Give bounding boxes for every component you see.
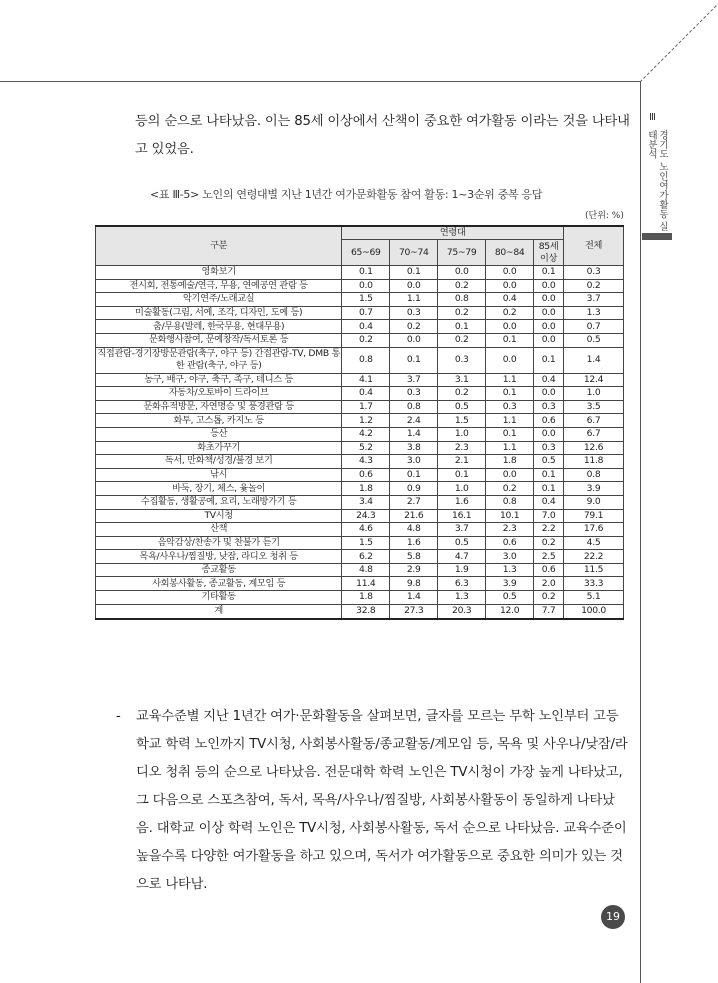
cell-value: 1.4 [390, 591, 438, 605]
cell-value: 0.6 [534, 414, 564, 428]
cell-value: 0.1 [486, 333, 534, 347]
cell-value: 11.4 [342, 577, 390, 591]
cell-value: 0.4 [342, 387, 390, 401]
cell-value: 0.0 [534, 333, 564, 347]
cell-value: 1.0 [438, 482, 486, 496]
row-label: 화초가꾸기 [96, 441, 342, 455]
cell-value: 0.2 [390, 320, 438, 334]
cell-value: 2.2 [534, 523, 564, 537]
row-label: 목욕/사우나/찜질방, 낮잠, 라디오 청취 등 [96, 550, 342, 564]
table-row [96, 604, 624, 619]
table-row [96, 279, 624, 293]
header-age: 70~74 [390, 240, 438, 266]
cell-value: 4.2 [342, 427, 390, 441]
cell-value: 0.5 [438, 536, 486, 550]
cell-value: 1.7 [342, 400, 390, 414]
cell-value: 1.5 [342, 536, 390, 550]
cell-value: 4.8 [390, 523, 438, 537]
row-label: 산책 [96, 523, 342, 537]
cell-value: 1.6 [438, 495, 486, 509]
cell-total: 0.2 [564, 279, 624, 293]
cell-value: 2.4 [390, 414, 438, 428]
cell-total: 0.8 [564, 468, 624, 482]
table-row [96, 400, 624, 414]
cell-value: 0.2 [438, 279, 486, 293]
table-row [96, 347, 624, 373]
cell-value: 0.8 [390, 400, 438, 414]
header-total: 전체 [564, 226, 624, 266]
cell-total: 9.0 [564, 495, 624, 509]
cell-value: 0.8 [342, 347, 390, 373]
cell-value: 0.0 [390, 333, 438, 347]
cell-value: 3.1 [438, 373, 486, 387]
cell-value: 0.1 [486, 427, 534, 441]
cell-value: 5.2 [342, 441, 390, 455]
row-label: 악기연주/노래교실 [96, 293, 342, 307]
cell-value: 1.1 [486, 441, 534, 455]
cell-value: 0.3 [486, 400, 534, 414]
cell-value: 3.4 [342, 495, 390, 509]
cell-value: 3.8 [390, 441, 438, 455]
cell-value: 0.2 [486, 306, 534, 320]
cell-value: 0.0 [342, 279, 390, 293]
cell-value: 0.0 [390, 279, 438, 293]
cell-total: 12.6 [564, 441, 624, 455]
cell-value: 0.0 [486, 320, 534, 334]
table-row [96, 482, 624, 496]
row-label: 사회봉사활동, 종교활동, 계모임 등 [96, 577, 342, 591]
cell-value: 0.0 [534, 306, 564, 320]
cell-value: 0.2 [438, 387, 486, 401]
row-label: 종교활동 [96, 563, 342, 577]
row-label: 독서, 만화책/성경/불경 보기 [96, 455, 342, 469]
chapter-number: Ⅲ [649, 112, 656, 123]
cell-value: 0.2 [486, 482, 534, 496]
table-row [96, 293, 624, 307]
activity-table [95, 225, 624, 620]
paragraph-education-text: 교육수준별 지난 1년간 여가·문화활동을 살펴보면, 글자를 모르는 무학 노인부터 고등학교 학력 노인까지 TV시청, 사회봉사활동/종교활동/계모임 등, 목욕 및 사우나/낮잠/라디오 청취 등의 순으로 나타났음. 전문대학 학력 노인은 TV시청이 가장 높게 나타났고, 그 다음으로 스포츠참여, 독서, 목욕/사우나/찜질방, 사회봉사활동이 동일하게 나타났음. 대학교 이상 학력 노인은 TV시청, 사회봉사활동, 독서 순으로 나타났음. 교육수준이 높을수록 다양한 여가활동을 하고 있으며, 독서가 여가활동으로 중요한 의미가 있는 것으로 나타남. [136, 709, 628, 892]
row-label: 음악감상/찬송가 및 찬불가 듣기 [96, 536, 342, 550]
cell-value: 0.3 [390, 387, 438, 401]
table-row [96, 455, 624, 469]
cell-value: 0.4 [534, 495, 564, 509]
cell-value: 7.7 [534, 604, 564, 619]
cell-value: 0.0 [486, 347, 534, 373]
cell-total: 5.1 [564, 591, 624, 605]
cell-value: 4.8 [342, 563, 390, 577]
cell-total: 12.4 [564, 373, 624, 387]
paragraph-intro: 등의 순으로 나타났음. 이는 85세 이상에서 산책이 중요한 여가활동 이라는 것을 나타내고 있었음. [135, 114, 630, 157]
row-label: 자동차/오토바이 드라이브 [96, 387, 342, 401]
row-label: 등산 [96, 427, 342, 441]
table-row [96, 468, 624, 482]
cell-value: 0.1 [438, 468, 486, 482]
cell-value: 1.4 [390, 427, 438, 441]
row-label: TV시청 [96, 509, 342, 523]
cell-total: 1.3 [564, 306, 624, 320]
cell-total: 1.4 [564, 347, 624, 373]
cell-value: 0.0 [486, 279, 534, 293]
cell-value: 0.0 [486, 468, 534, 482]
cell-value: 27.3 [390, 604, 438, 619]
cell-value: 0.6 [534, 563, 564, 577]
cell-value: 24.3 [342, 509, 390, 523]
cell-value: 2.1 [438, 455, 486, 469]
cell-value: 1.9 [438, 563, 486, 577]
cell-total: 6.7 [564, 414, 624, 428]
cell-value: 0.0 [534, 293, 564, 307]
corner-decoration [0, 0, 718, 110]
bullet-dash: - [116, 709, 121, 724]
table-row [96, 563, 624, 577]
cell-value: 0.3 [534, 400, 564, 414]
table-row [96, 373, 624, 387]
cell-value: 2.9 [390, 563, 438, 577]
table-row [96, 387, 624, 401]
cell-value: 0.0 [534, 320, 564, 334]
table-row [96, 550, 624, 564]
row-label: 계 [96, 604, 342, 619]
header-age: 65~69 [342, 240, 390, 266]
cell-value: 0.0 [534, 279, 564, 293]
cell-value: 0.3 [534, 441, 564, 455]
table-row [96, 495, 624, 509]
cell-value: 0.0 [486, 266, 534, 280]
cell-value: 0.1 [342, 266, 390, 280]
cell-value: 0.1 [390, 347, 438, 373]
row-label: 수집활동, 생활공예, 요리, 노래방가기 등 [96, 495, 342, 509]
header-category: 구분 [96, 226, 342, 266]
cell-value: 4.1 [342, 373, 390, 387]
cell-total: 79.1 [564, 509, 624, 523]
row-label: 전시회, 전통예술/연극, 무용, 연예공연 관람 등 [96, 279, 342, 293]
cell-value: 0.9 [390, 482, 438, 496]
header-age: 80~84 [486, 240, 534, 266]
cell-value: 0.1 [390, 468, 438, 482]
cell-value: 1.3 [486, 563, 534, 577]
cell-value: 3.7 [390, 373, 438, 387]
table-row [96, 320, 624, 334]
row-label: 직접관람-경기장방문관람(축구, 야구 등) 간접관람-TV, DMB 통한 관람(축구, 야구 등) [97, 348, 341, 372]
cell-total: 1.0 [564, 387, 624, 401]
header-rule [0, 81, 640, 82]
chapter-marker-bar [642, 233, 672, 240]
cell-total: 6.7 [564, 427, 624, 441]
cell-value: 2.3 [438, 441, 486, 455]
page-number: 19 [601, 905, 625, 929]
cell-value: 6.2 [342, 550, 390, 564]
row-label: 문화행사참여, 문예창작/독서토론 등 [96, 333, 342, 347]
cell-value: 4.6 [342, 523, 390, 537]
cell-total: 11.5 [564, 563, 624, 577]
row-label: 화투, 고스톱, 카지노 등 [96, 414, 342, 428]
cell-total: 22.2 [564, 550, 624, 564]
cell-value: 20.3 [438, 604, 486, 619]
cell-value: 0.0 [534, 387, 564, 401]
cell-value: 0.1 [534, 482, 564, 496]
table-row [96, 414, 624, 428]
cell-value: 1.5 [342, 293, 390, 307]
row-label: 문화유적방문, 자연명승 및 풍경관람 등 [96, 400, 342, 414]
cell-value: 0.0 [534, 427, 564, 441]
cell-value: 1.0 [438, 427, 486, 441]
cell-value: 0.1 [534, 468, 564, 482]
cell-value: 0.2 [438, 306, 486, 320]
table-row [96, 333, 624, 347]
cell-value: 0.5 [486, 591, 534, 605]
cell-value: 2.3 [486, 523, 534, 537]
row-label: 춤/무용(발레, 한국무용, 현대무용) [96, 320, 342, 334]
cell-value: 1.2 [342, 414, 390, 428]
chapter-title: 경기도 노인여가활동 실태분석 [646, 130, 668, 232]
cell-total: 17.6 [564, 523, 624, 537]
table-row [96, 306, 624, 320]
cell-value: 0.6 [486, 536, 534, 550]
cell-value: 0.6 [342, 468, 390, 482]
table-row [96, 591, 624, 605]
cell-value: 0.7 [342, 306, 390, 320]
cell-value: 0.1 [534, 347, 564, 373]
cell-value: 2.7 [390, 495, 438, 509]
cell-value: 4.3 [342, 455, 390, 469]
header-age: 85세 이상 [534, 240, 564, 266]
cell-value: 0.3 [390, 306, 438, 320]
cell-total: 3.7 [564, 293, 624, 307]
row-label: 바둑, 장기, 체스, 윷놀이 [96, 482, 342, 496]
table-caption: <표 Ⅲ-5> 노인의 연령대별 지난 1년간 여가문화활동 참여 활동: 1~3순위 중복 응답 [150, 188, 543, 201]
cell-value: 1.1 [390, 293, 438, 307]
table-row [96, 427, 624, 441]
chapter-sidebar [642, 112, 672, 236]
cell-value: 0.4 [486, 293, 534, 307]
cell-value: 1.1 [486, 373, 534, 387]
row-label: 농구, 배구, 야구, 축구, 족구, 테니스 등 [96, 373, 342, 387]
cell-value: 7.0 [534, 509, 564, 523]
cell-value: 0.8 [486, 495, 534, 509]
table-row [96, 536, 624, 550]
cell-value: 0.1 [486, 387, 534, 401]
cell-value: 0.1 [438, 320, 486, 334]
cell-value: 2.5 [534, 550, 564, 564]
cell-value: 3.7 [438, 523, 486, 537]
cell-value: 9.8 [390, 577, 438, 591]
cell-value: 0.1 [390, 266, 438, 280]
table-row [96, 523, 624, 537]
margin-rule [640, 81, 641, 983]
cell-value: 3.9 [486, 577, 534, 591]
cell-value: 1.8 [342, 482, 390, 496]
cell-value: 0.4 [342, 320, 390, 334]
cell-value: 0.5 [534, 455, 564, 469]
cell-value: 0.2 [534, 591, 564, 605]
cell-total: 0.7 [564, 320, 624, 334]
table-row [96, 266, 624, 280]
cell-total: 4.5 [564, 536, 624, 550]
cell-value: 1.8 [342, 591, 390, 605]
cell-total: 33.3 [564, 577, 624, 591]
cell-value: 0.4 [534, 373, 564, 387]
row-label: 미술활동(그림, 서예, 조각, 디자인, 도예 등) [96, 306, 342, 320]
cell-value: 0.0 [438, 266, 486, 280]
cell-value: 0.8 [438, 293, 486, 307]
row-label: 낚시 [96, 468, 342, 482]
cell-total: 0.5 [564, 333, 624, 347]
cell-value: 3.0 [486, 550, 534, 564]
cell-value: 21.6 [390, 509, 438, 523]
cell-value: 5.8 [390, 550, 438, 564]
cell-value: 1.3 [438, 591, 486, 605]
cell-total: 100.0 [564, 604, 624, 619]
cell-value: 2.0 [534, 577, 564, 591]
cell-value: 12.0 [486, 604, 534, 619]
row-label: 영화보기 [96, 266, 342, 280]
table-unit: (단위: %) [585, 211, 624, 221]
cell-value: 1.6 [390, 536, 438, 550]
cell-value: 3.0 [390, 455, 438, 469]
cell-value: 0.3 [438, 347, 486, 373]
table-row [96, 509, 624, 523]
cell-value: 1.5 [438, 414, 486, 428]
cell-value: 1.1 [486, 414, 534, 428]
cell-value: 0.5 [438, 400, 486, 414]
header-age: 75~79 [438, 240, 486, 266]
cell-value: 0.2 [534, 536, 564, 550]
cell-value: 0.1 [534, 266, 564, 280]
row-label: 기타활동 [96, 591, 342, 605]
cell-value: 0.2 [438, 333, 486, 347]
cell-value: 16.1 [438, 509, 486, 523]
table-row [96, 577, 624, 591]
cell-value: 32.8 [342, 604, 390, 619]
cell-value: 1.8 [486, 455, 534, 469]
header-agegroup: 연령대 [342, 226, 564, 240]
cell-value: 4.7 [438, 550, 486, 564]
cell-value: 6.3 [438, 577, 486, 591]
cell-value: 0.2 [342, 333, 390, 347]
cell-total: 0.3 [564, 266, 624, 280]
table-row [96, 441, 624, 455]
cell-total: 3.5 [564, 400, 624, 414]
cell-total: 3.9 [564, 482, 624, 496]
cell-value: 10.1 [486, 509, 534, 523]
cell-total: 11.8 [564, 455, 624, 469]
